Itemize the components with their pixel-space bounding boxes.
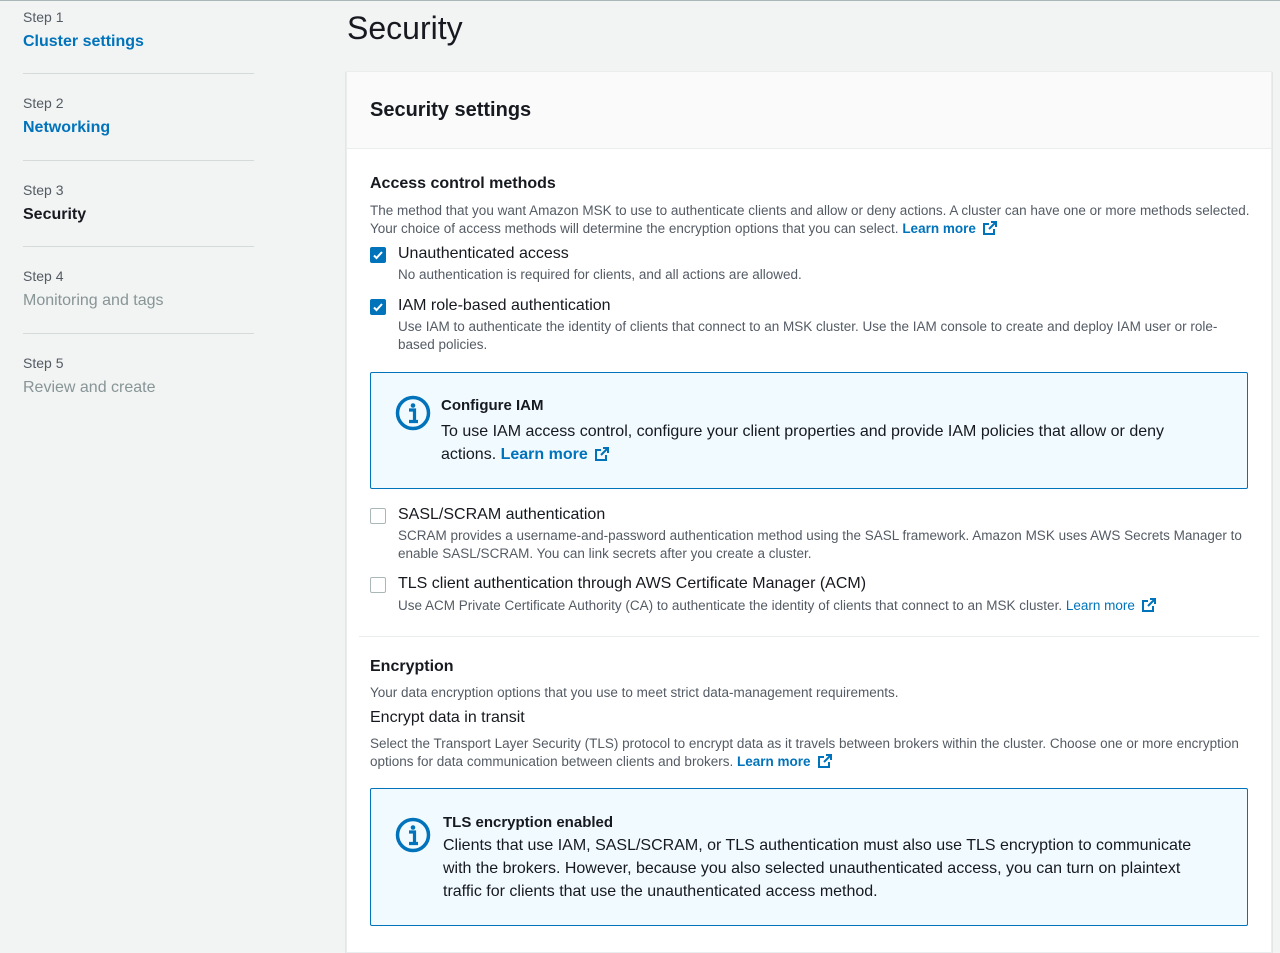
sasl-scram-label[interactable]: SASL/SCRAM authentication <box>398 506 606 523</box>
step-link-networking[interactable]: Networking <box>23 119 111 136</box>
step-disabled-review: Review and create <box>23 379 156 396</box>
checkmark-icon <box>372 301 384 313</box>
encryption-heading: Encryption <box>370 658 454 675</box>
unauthenticated-access-checkbox[interactable] <box>370 247 386 263</box>
iam-auth-label[interactable]: IAM role-based authentication <box>398 297 611 314</box>
configure-iam-body <box>441 420 1221 466</box>
learn-more-link[interactable] <box>902 221 998 236</box>
tls-client-auth-label[interactable]: TLS client authentication through AWS Certificate Manager (ACM) <box>398 575 867 592</box>
step-current-security: Security <box>23 206 87 223</box>
access-control-heading: Access control methods <box>370 175 556 192</box>
tls-client-auth-description-text: Use ACM Private Certificate Authority (CA) to authenticate the identity of clients that connect to an MSK cluster. <box>398 598 1063 613</box>
iam-auth-description: Use IAM to authenticate the identity of clients that connect to an MSK cluster. Use the IAM console to create and deploy IAM user or role-based policies. <box>398 319 1218 352</box>
configure-iam-info-alert <box>370 372 1248 489</box>
page-title: Security <box>347 10 463 46</box>
info-icon <box>395 395 431 431</box>
checkmark-icon <box>372 249 384 261</box>
step-number: Step 5 <box>23 355 64 371</box>
step-number: Step 1 <box>23 9 64 25</box>
learn-more-label: Learn more <box>736 754 811 769</box>
external-link-icon <box>817 753 833 769</box>
step-divider <box>23 333 254 334</box>
step-number: Step 2 <box>23 95 64 111</box>
unauthenticated-access-description: No authentication is required for clients, and all actions are allowed. <box>398 267 802 282</box>
step-divider <box>23 73 254 74</box>
top-border <box>0 0 1280 1</box>
external-link-icon <box>594 446 610 462</box>
unauthenticated-access-label[interactable]: Unauthenticated access <box>398 245 569 262</box>
panel-title: Security settings <box>370 99 532 121</box>
iam-auth-checkbox[interactable] <box>370 299 386 315</box>
info-icon <box>395 817 431 853</box>
learn-more-label: Learn more <box>1065 598 1135 613</box>
tls-client-auth-checkbox[interactable] <box>370 577 386 593</box>
section-divider <box>359 636 1259 637</box>
sasl-scram-checkbox[interactable] <box>370 508 386 524</box>
encrypt-in-transit-description-text: Select the Transport Layer Security (TLS) protocol to encrypt data as it travels between brokers within the cluster. Choose one or more encryption options for data communication between clients and brokers. <box>370 736 1239 769</box>
step-link-cluster-settings[interactable]: Cluster settings <box>23 33 144 50</box>
step-number: Step 4 <box>23 268 64 284</box>
step-number: Step 3 <box>23 182 64 198</box>
tls-encryption-info-alert <box>370 788 1248 926</box>
access-control-description-text: The method that you want Amazon MSK to use to authenticate clients and allow or deny actions. A cluster can have one or more methods selected. Your choice of access methods will determine the encryption options that you can select. <box>370 203 1250 236</box>
tls-client-auth-description <box>398 597 1248 615</box>
learn-more-label: Learn more <box>500 446 588 463</box>
external-link-icon <box>982 220 998 236</box>
tls-encryption-body: Clients that use IAM, SASL/SCRAM, or TLS authentication must also use TLS encryption to communicate with the brokers. However, because you also selected unauthenticated access, you can turn on plaintext traffic for clients that use the unauthenticated access method. <box>443 837 1192 900</box>
step-divider <box>23 160 254 161</box>
configure-iam-title: Configure IAM <box>441 397 544 414</box>
step-divider <box>23 246 254 247</box>
panel-header <box>347 72 1271 149</box>
access-control-description <box>370 202 1250 238</box>
encrypt-in-transit-description <box>370 735 1250 771</box>
tls-encryption-title: TLS encryption enabled <box>443 814 614 831</box>
sasl-scram-description: SCRAM provides a username-and-password authentication method using the SASL framework. Amazon MSK uses AWS Secrets Manager to enable SASL/SCRAM. You can link secrets after you create a cluster. <box>398 528 1242 561</box>
iam-learn-more-link[interactable] <box>501 446 610 463</box>
tls-learn-more-link[interactable] <box>1066 598 1157 613</box>
external-link-icon <box>1141 597 1157 613</box>
encryption-learn-more-link[interactable] <box>737 754 833 769</box>
encrypt-in-transit-heading: Encrypt data in transit <box>370 709 525 726</box>
configure-iam-body-text: To use IAM access control, configure your client properties and provide IAM policies that allow or deny actions. <box>441 423 1165 463</box>
encryption-description: Your data encryption options that you use to meet strict data-management requirements. <box>370 685 899 700</box>
security-settings-panel <box>346 71 1272 953</box>
learn-more-label: Learn more <box>902 221 976 236</box>
step-disabled-monitoring: Monitoring and tags <box>23 292 164 309</box>
